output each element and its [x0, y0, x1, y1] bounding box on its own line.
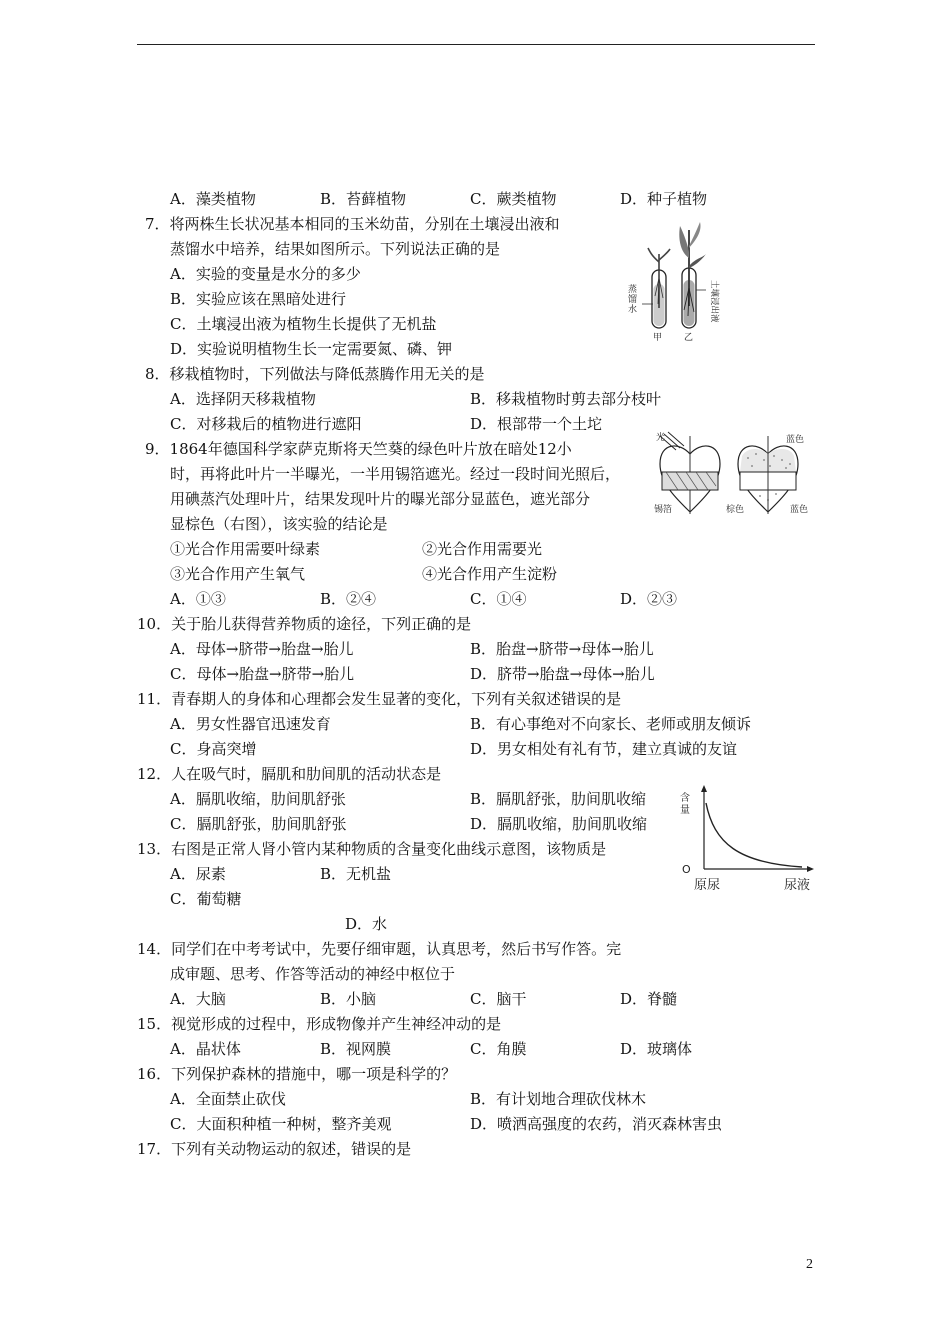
q8-option-c: C．对移栽后的植物进行遮阳: [170, 415, 362, 433]
q9-option-d: D．②③: [620, 590, 678, 608]
q12-stem: 12．人在吸气时，膈肌和肋间肌的活动状态是: [137, 765, 442, 783]
q15-stem: 15．视觉形成的过程中，形成物像并产生神经冲动的是: [137, 1015, 502, 1033]
q9-option-b: B．②④: [320, 590, 377, 608]
q7-label-jia: 甲: [653, 333, 663, 343]
q9-item-3: ③光合作用产生氧气: [170, 565, 306, 583]
q7-label-soil-extract: 土壤浸出液: [709, 280, 719, 323]
q15-option-b: B．视网膜: [320, 1040, 392, 1058]
q15-option-d: D．玻璃体: [620, 1040, 693, 1058]
q8-option-d: D．根部带一个土坨: [470, 415, 603, 433]
q9-option-a: A．①③: [170, 590, 226, 608]
q9-label-blue-top: 蓝色: [786, 435, 805, 445]
q13-option-c: C．葡萄糖: [170, 890, 242, 908]
q16-option-d: D．喷洒高强度的农药，消灭森林害虫: [470, 1115, 723, 1133]
q14-stem-line2: 成审题、思考、作答等活动的神经中枢位于: [170, 965, 456, 983]
q10-option-b: B．胎盘→脐带→母体→胎儿: [470, 640, 654, 658]
q9-item-4: ④光合作用产生淀粉: [422, 565, 558, 583]
q10-option-a: A．母体→脐带→胎盘→胎儿: [170, 640, 354, 658]
q7-figure-seedlings: [622, 218, 722, 344]
q9-label-light: 光: [656, 433, 666, 443]
header-rule: [137, 44, 815, 45]
q11-option-b: B．有心事绝对不向家长、老师或朋友倾诉: [470, 715, 752, 733]
q11-option-d: D．男女相处有礼有节，建立真诚的友谊: [470, 740, 738, 758]
q13-x-end: 尿液: [784, 878, 811, 893]
q7-option-b: B．实验应该在黑暗处进行: [170, 290, 347, 308]
q6-option-c: C．蕨类植物: [470, 190, 557, 208]
q7-label-yi: 乙: [684, 333, 694, 343]
page-number: 2: [806, 1257, 813, 1272]
q9-stem-line1: 9．1864年德国科学家萨克斯将天竺葵的绿色叶片放在暗处12小: [145, 440, 572, 458]
q8-stem: 8．移栽植物时，下列做法与降低蒸腾作用无关的是: [145, 365, 485, 383]
q13-option-b: B．无机盐: [320, 865, 392, 883]
q16-stem: 16．下列保护森林的措施中，哪一项是科学的？: [137, 1065, 457, 1083]
q10-option-d: D．脐带→胎盘→母体→胎儿: [470, 665, 655, 683]
q9-option-c: C．①④: [470, 590, 527, 608]
q14-stem-line1: 14．同学们在中考考试中，先要仔细审题，认真思考，然后书写作答。完: [137, 940, 622, 958]
q9-label-blue-bottom: 蓝色: [790, 505, 809, 515]
q15-option-a: A．晶状体: [170, 1040, 241, 1058]
q6-option-d: D．种子植物: [620, 190, 708, 208]
q13-stem: 13．右图是正常人肾小管内某种物质的含量变化曲线示意图，该物质是: [137, 840, 607, 858]
q11-option-a: A．男女性器官迅速发育: [170, 715, 331, 733]
q13-option-a: A．尿素: [170, 865, 226, 883]
q12-option-a: A．膈肌收缩，肋间肌舒张: [170, 790, 346, 808]
q6-option-b: B．苔藓植物: [320, 190, 407, 208]
q9-item-2: ②光合作用需要光: [422, 540, 543, 558]
q13-figure-curve: [676, 783, 816, 895]
q7-option-c: C．土壤浸出液为植物生长提供了无机盐: [170, 315, 437, 333]
q14-option-b: B．小脑: [320, 990, 377, 1008]
q9-label-foil: 锡箔: [654, 505, 673, 515]
q13-ylabel-1: 含: [680, 793, 690, 804]
q11-option-c: C．身高突增: [170, 740, 257, 758]
q9-stem-line2: 时，再将此叶片一半曝光，一半用锡箔遮光。经过一段时间光照后，: [170, 465, 621, 483]
q16-option-a: A．全面禁止砍伐: [170, 1090, 286, 1108]
q17-stem: 17．下列有关动物运动的叙述，错误的是: [137, 1140, 412, 1158]
q13-x-start: 原尿: [694, 878, 721, 893]
q14-option-a: A．大脑: [170, 990, 226, 1008]
q16-option-b: B．有计划地合理砍伐林木: [470, 1090, 647, 1108]
q12-option-d: D．膈肌收缩，肋间肌收缩: [470, 815, 648, 833]
q16-option-c: C．大面积种植一种树，整齐美观: [170, 1115, 392, 1133]
q7-option-a: A．实验的变量是水分的多少: [170, 265, 361, 283]
q15-option-c: C．角膜: [470, 1040, 527, 1058]
q14-option-c: C．脑干: [470, 990, 527, 1008]
q8-option-a: A．选择阴天移栽植物: [170, 390, 316, 408]
q9-stem-line3: 用碘蒸汽处理叶片，结果发现叶片的曝光部分显蓝色，遮光部分: [170, 490, 591, 508]
q9-figure-leaves: [652, 430, 814, 522]
svg-text:馏: 馏: [628, 295, 638, 305]
q10-option-c: C．母体→胎盘→脐带→胎儿: [170, 665, 355, 683]
q12-option-c: C．膈肌舒张，肋间肌舒张: [170, 815, 347, 833]
q7-label-distilled-1: 蒸: [628, 285, 638, 295]
q11-stem: 11．青春期人的身体和心理都会发生显著的变化，下列有关叙述错误的是: [137, 690, 622, 708]
q7-stem-line1: 7．将两株生长状况基本相同的玉米幼苗，分别在土壤浸出液和: [145, 215, 560, 233]
q14-option-d: D．脊髓: [620, 990, 678, 1008]
q13-ylabel-2: 量: [680, 805, 690, 816]
q9-label-brown: 棕色: [726, 505, 745, 515]
q7-stem-line2: 蒸馏水中培养，结果如图所示。下列说法正确的是: [170, 240, 501, 258]
q9-item-1: ①光合作用需要叶绿素: [170, 540, 321, 558]
q10-stem: 10．关于胎儿获得营养物质的途径，下列正确的是: [137, 615, 472, 633]
svg-text:水: 水: [628, 305, 638, 315]
q8-option-b: B．移栽植物时剪去部分枝叶: [470, 390, 662, 408]
q9-stem-line4: 显棕色（右图），该实验的结论是: [170, 515, 388, 533]
q13-origin: O: [682, 863, 691, 876]
q13-option-d: D．水: [345, 915, 388, 933]
q6-option-a: A．藻类植物: [170, 190, 256, 208]
q12-option-b: B．膈肌舒张，肋间肌收缩: [470, 790, 647, 808]
q7-option-d: D．实验说明植物生长一定需要氮、磷、钾: [170, 340, 453, 358]
